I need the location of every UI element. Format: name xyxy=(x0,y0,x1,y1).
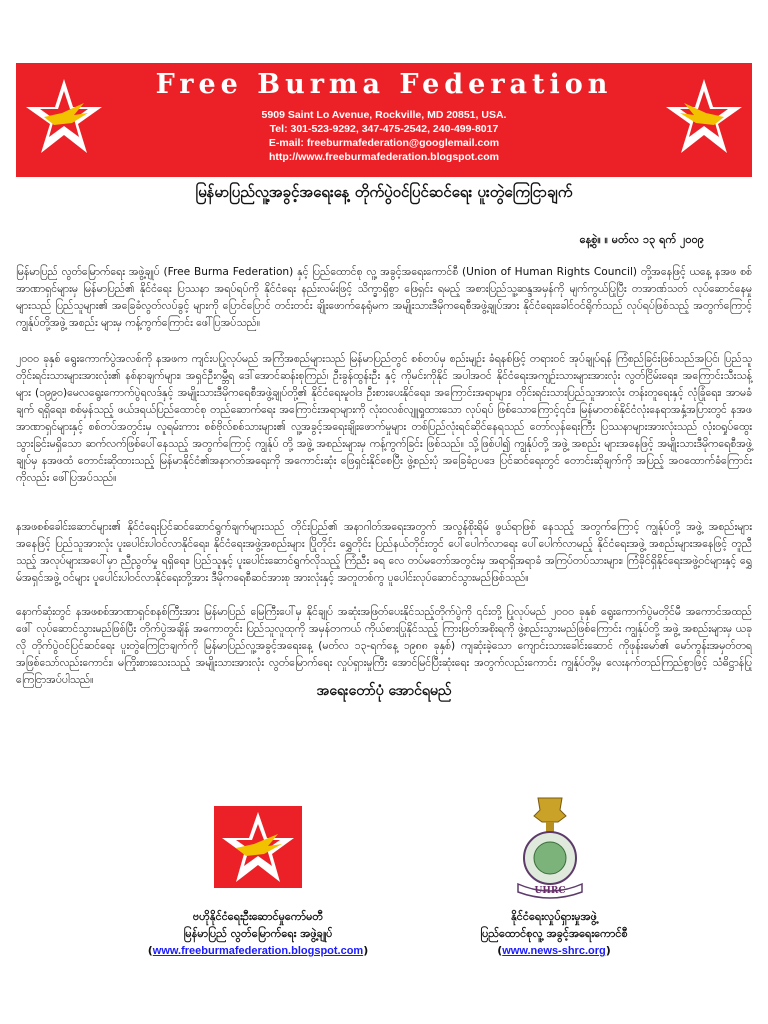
body-paragraph-2: ၂၀၀၀ ခုနှစ် ရွေးကောက်ပွဲအလစ်ကို နအဖက ကျင်းပပြုလုပ်မည် အကြံအစည်များသည် မြန်မာပြည်တွင် စစ်တပ်မှ စည်းမျဉ်း ခံရနစ်ဖြင့် တရားဝင် အုပ်ချုပ်ရန် ကြံစည်ခြင်းဖြစ်သည်အပြင်၊ ပြည်သူတိုင်းရင်းသားများအားလုံး၏ နစ်နာချက်များ၊ အရှင်ဦးဂမ္ဘီရ ဒေါ်အောင်ဆန်းစုကြည်၊ ဦးခွန်ထွန်းဦး နှင့် ကိုမင်းကိုနိုင် အပါအဝင် နိုင်ငံရေးအကျဉ်းသားများအားလုံး လွတ်ငြိမ်းရေး၊ အကြောင်းသီးသန့်များ (၁၉၉၀)မေလရွေးကောက်ပွဲရလဒ်နှင့် အမျိုးသားဒီမိုကရေစီအဖွဲ့ချုပ်တို့၏ နိုင်ငံရေးမူဝါဒ ဦးစားပေးနိုင်ရေး၊ အကြောင်းအရာများ၊ တိုင်းရင်းသားပြည်သူအားလုံး တန်းတူရေးနှင့် လုံခြုံရေး၊ အာမခံချက် ရရှိရေး၊ စစ်မှန်သည့် ဖယ်ဒရယ်ပြည်ထောင်စု တည်ဆောက်ရေး အကြောင်းအရာများကို လုံးဝလစ်လျူရှုထားသော လုပ်ရပ် ဖြစ်သောကြောင့်၎င်း၊ မြန်မာတစ်နိုင်ငံလုံးနေရာအနှံ့အပြားတွင် နအဖအာဏာရှင်များနှင့် စစ်တပ်အတွင်းမှ လူရမ်းကား စစ်ဗိုလ်စစ်သားများ၏ လူ့အခွင့်အရေးချိုးဖောက်မှုများ တစ်ပြည်လုံးရင်ဆိုင်နေရသည် တော်လှန်ရေးကြီး ပြဿနာများအားလုံးသည် လုံးဝရှုပ်ထွေးသွားခြင်းမရှိသော ဆက်လက်ဖြစ်ပေါ်နေသည့် အတွက်ကြောင့် ကျွန်ုပ် တို့ အဖွဲ့ အစည်းများမှ ကန့်ကွက်ခြင်း ဖြစ်သည်။ သို့ဖြစ်ပါ၍ ကျွန်ုပ်တို့ အဖွဲ့ အစည်း များအနေဖြင့် အမျိုးသားဒီမိုကရေစီအဖွဲ့ချုပ်မှ နအဖထံ တောင်းဆိုထားသည့် မြန်မာနိုင်ငံ၏အနာဂတ်အရေးကို အကောင်းဆုံး ဖြေရှင်းနိုင်စေပြီး ဖွဲ့စည်းပုံ အခြေခံဥပဒေ ပြင်ဆင်ရေးတွင် တောင်းဆိုချက်ကို အပြည့် အဝထောက်ခံကြောင်း ကိုလည်း ဖေါ်ပြအပ်သည်။ xyxy=(16,353,752,484)
body-paragraph-3: နအဖစစ်ခေါင်းဆောင်များ၏ နိုင်ငံရေးပြင်ဆင်ဆောင်ရွက်ချက်များသည် တိုင်းပြည်၏ အနာဂါတ်အရေးအတွက် အလွန်စိုးရိမ် ဖွယ်ရာဖြစ် နေသည့် အတွက်ကြောင့် ကျွန်ုပ်တို့ အဖွဲ့ အစည်းများ အနေဖြင့် ပြည်သူအားလုံး ပူးပေါင်းပါဝင်လာနိုင်ရေး၊ နိုင်ငံရေးအဖွဲ့အစည်းများ ပြိုတိုင်း ရွှေတိုင်း ပြည်နယ်တိုင်းတွင် ပေါ်ပေါက်လာရေး ပေါ်ပေါက်လာမည့် နိုင်ငံရေးအဖွဲ့ အစည်းများအနေဖြင့် တူညီသည့် အလုပ်များအပေါ်မှာ ညီညွတ်မှု ရရှိရေး၊ ပြည်သူနှင့် ပူးပေါင်းဆောင်ရွက်လိုသည့် ကြံညီး ခရ လေ တပ်မတော်အတွင်းမှ အရာရှိအရာခံ အကြပ်တပ်သားများ၊ ကြံခိုင်ရှိနိုင်ရေးအဖွဲ့ဝင်များနှင့် ရွှေမ်အရှင်အဖွဲ့ ဝင်များ ပူပေါင်းပါဝင်လာနိုင်ရေးတို့အား ဒီမိုကရေစီဆင်အားစု အားလုံးနှင့် အတူတစ်ကွ ပူပေါင်းလုပ်ဆောင်သွားမည်ဖြစ်သည်။ xyxy=(16,521,752,584)
address-line: 5909 Saint Lo Avenue, Rockville, MD 20851, USA. xyxy=(261,109,507,121)
right-signatory-url: (www.news-shrc.org) xyxy=(497,944,611,957)
right-signatory-org: ပြည်ထောင်စုလူ့ အခွင့်အရေးကောင်စီ xyxy=(480,927,628,940)
signature-slogan: အရေးတော်ပုံ အောင်ရမည် xyxy=(316,683,452,699)
right-signatory xyxy=(424,908,684,960)
body-paragraph-4: နောက်ဆုံးတွင် နအဖစစ်အာဏာရှင်စနစ်ကြီးအား မြန်မာပြည် မြေကြီးပေါ်မှ နိုင်ချုပ် အဆုံးအဖြတ်ပေးနိုင်သည့်တိုက်ပွဲကို ၎င်းတို့ ပြုလုပ်မည် ၂၀၀၀ ခုနှစ် ရွေးကောက်ပွဲမတိုင်မီ အကောင်အထည်ဖေါ် လုပ်ဆောင်သွားမည်ဖြစ်ပြီး တိုက်ပွဲအချိန် အကောတွင်း ပြည်သူလူထုကို အမှန်တကယ် ကိုယ်စားပြုနိုင်သည့် ကြားဖြတ်အစိုးရကို ဖွဲ့စည်းသွားမည်ဖြစ်ကြောင်း ကျွန်ုပ်တို့ အဖွဲ့ အစည်းများမှ ယခုလို တိုက်ပွဲဝင်ပြင်ဆင်ရေး ပူးတွဲကြေငြာချက်ကို မြန်မာပြည်လူ့အခွင့်အရေးနေ့ (မတ်လ ၁၃-ရက်နေ့ ၁၉၈၈ ခုနှစ်) ကျဆုံးခဲ့သော ကျောင်းသားခေါင်းဆောင် ကိုဖုန်းမော်၏ မော်ကွန်းအမှတ်တရ အဖြစ်သော်လည်းကောင်း၊ မကြိုးစားသေးသည့် အမျိုးသားအားလုံး လွတ်မြောက်ရေး လှုပ်ရှားမှုကြီး အောင်မြင်ပြီးဆုံးရေး အတွက်လည်းကောင်း ကျွန်ုပ်တို့မှ လေးနက်တည်ကြည်စွာဖြင့် သံဓိဋ္ဌာန်ပြု ကြေငြာအပ်ပါသည်။ xyxy=(16,606,752,686)
uhrc-logo xyxy=(510,794,590,904)
left-signatory xyxy=(128,908,388,960)
document-date: နေ့စွဲ။ ။ မတ်လ ၁၃ ရက် ၂၀၀၉ xyxy=(579,233,704,246)
uhrc-emblem-icon xyxy=(510,794,590,904)
left-signatory-org: မြန်မာပြည် လွတ်မြောက်ရေး အဖွဲ့ချုပ် xyxy=(183,927,333,940)
body-paragraph-1: မြန်မာပြည် လွတ်မြောက်ရေး အဖွဲ့ချုပ် (Free Burma Federation) နှင့် ပြည်ထောင်စု လူ့ အခွင့်အရေးကောင်စီ (Union of Human Rights Council) တို့အနေဖြင့် ယနေ့ နအဖ စစ်အာဏာရှင်များမှ မြန်မာပြည်၏ နိုင်ငံရေး ပြဿနာ အရပ်ရပ်ကို နိုင်ငံရေး နည်းလမ်းဖြင့် သိက္ခာရှိစွာ ဖြေရှင်း ရမည့် အစားပြည်သူ့ဆန္ဒအမှန်ကို မျက်ကွယ်ပြုပြီး တအာဏ်သတ် လုပ်ဆောင်နေမှုများသည် ပြည်သူများ၏ အခြေခံလွတ်လပ်ခွင့် များကို ပြောင်ပြောင် တင်းတင်း ချိုးဖောက်နေရုံမက အမျိုးသားဒီမိုကရေစီအဖွဲ့ချုပ်အား နိုင်ငံရေးခေါင်ဝင်ရိုက်သည် လုပ်ရပ်ဖြစ်သည့် အတွက်ကြောင့် ကျွန်ုပ်တို့အဖွဲ့ အစည်း များမှ ကန့်ကွက်ကြောင်း ဖေါ်ပြအပ်သည်။ xyxy=(16,266,752,329)
free-burma-federation-logo xyxy=(214,806,302,888)
winged-star-logo-icon xyxy=(214,806,302,888)
left-website-link[interactable]: www.freeburmafederation.blogspot.com xyxy=(152,945,364,957)
header-banner xyxy=(16,63,752,177)
website-line: http://www.freeburmafederation.blogspot.com xyxy=(268,151,500,163)
left-signatory-title: ဗဟိုနိုင်ငံရေးဦးဆောင်မှုကော်မတီ xyxy=(192,910,324,923)
phone-line: Tel: 301-523-9292, 347-475-2542, 240-499-8017 xyxy=(269,123,499,135)
left-signatory-url: (www.freeburmafederation.blogspot.com) xyxy=(147,944,369,957)
organization-name: Free Burma Federation xyxy=(155,69,613,100)
email-line: E-mail: freeburmafederation@googlemail.com xyxy=(268,137,500,149)
document-headline: မြန်မာပြည်လူ့အခွင့်အရေးနေ့ တိုက်ပွဲဝင်ပြင်ဆင်ရေး ပူးတွဲကြေငြာချက် xyxy=(195,183,573,201)
uhrc-logo-text: UHRC xyxy=(534,886,566,896)
right-signatory-title: နိုင်ငံရေးလှုပ်ရှားမှုအဖွဲ့ xyxy=(511,910,597,923)
right-website-link[interactable]: www.news-shrc.org xyxy=(502,945,606,957)
